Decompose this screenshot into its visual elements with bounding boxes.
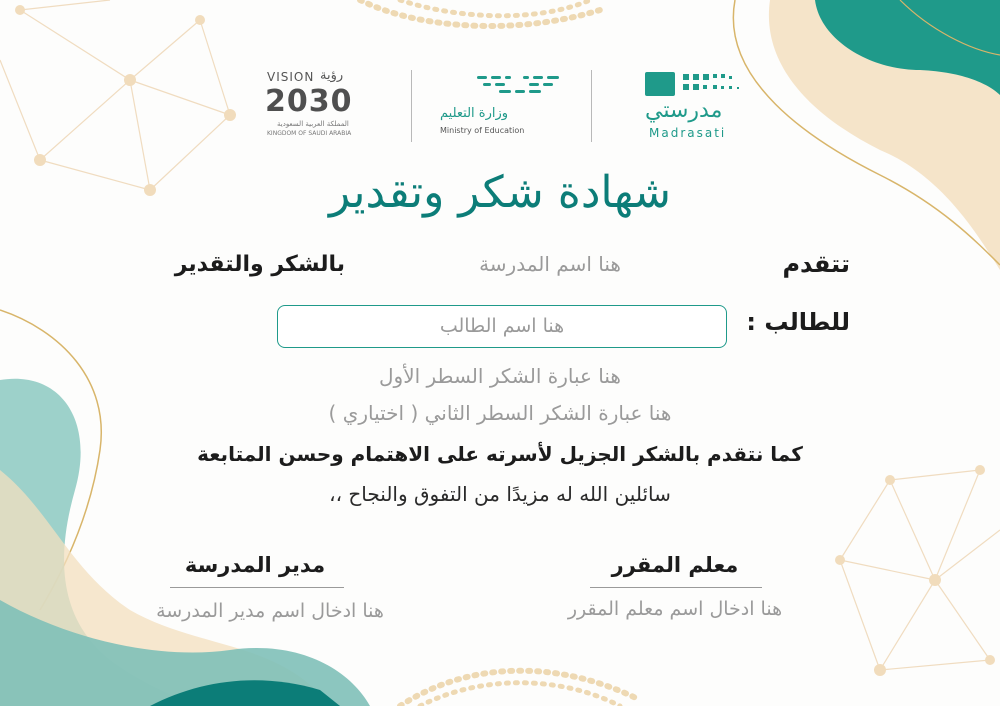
kingdom-ar-text: المملكة العربية السعودية xyxy=(277,120,349,128)
thanks-line-2[interactable]: هنا عبارة الشكر السطر الثاني ( اختياري ) xyxy=(328,401,672,425)
kingdom-en-text: KINGDOM OF SAUDI ARABIA xyxy=(267,130,352,137)
principal-name-placeholder[interactable]: هنا ادخال اسم مدير المدرسة xyxy=(156,600,384,622)
student-name-box[interactable] xyxy=(277,305,727,348)
principal-signature-line xyxy=(170,587,344,588)
moe-logo xyxy=(430,72,570,142)
student-name-placeholder[interactable]: هنا اسم الطالب xyxy=(439,315,565,337)
teacher-title: معلم المقرر xyxy=(611,553,739,577)
logo-divider-1 xyxy=(411,70,412,142)
teacher-name-placeholder[interactable]: هنا ادخال اسم معلم المقرر xyxy=(567,598,783,620)
principal-title: مدير المدرسة xyxy=(184,553,326,577)
teacher-signature-line xyxy=(590,587,762,588)
bottom-right-network-nodes xyxy=(835,465,995,676)
header-logos xyxy=(255,62,765,148)
moe-ar-text: وزارة التعليم xyxy=(440,106,509,121)
family-thanks-line: كما نتقدم بالشكر الجزيل لأسرته على الاهتمام وحسن المتابعة xyxy=(197,442,803,466)
certificate-title: شهادة شكر وتقدير xyxy=(329,167,671,218)
vision-2030-logo xyxy=(265,70,360,140)
student-label: للطالب : xyxy=(746,308,850,336)
bottom-dots-2 xyxy=(420,683,620,706)
vision-en-text: VISION xyxy=(267,70,315,84)
thanks-line-1[interactable]: هنا عبارة الشكر السطر الأول xyxy=(379,364,621,388)
top-left-network-nodes xyxy=(15,5,236,196)
vision-year-text: 2030 xyxy=(265,84,353,119)
top-dots-2 xyxy=(400,0,590,16)
moe-en-text: Ministry of Education xyxy=(440,126,525,135)
presents-label: تتقدم xyxy=(782,250,850,278)
wish-line: سائلين الله له مزيدًا من التفوق والنجاح ،، xyxy=(329,482,671,506)
madrasati-ar-text: مدرستي xyxy=(645,98,723,123)
thanks-label: بالشكر والتقدير xyxy=(174,252,345,277)
vision-ar-text: رؤية xyxy=(320,68,344,83)
madrasati-en-text: Madrasati xyxy=(649,126,727,140)
school-name-placeholder[interactable]: هنا اسم المدرسة xyxy=(479,252,621,276)
bottom-right-network xyxy=(840,470,1000,670)
logo-divider-2 xyxy=(591,70,592,142)
moe-emblem-icon xyxy=(475,72,565,102)
madrasati-logo xyxy=(635,72,765,144)
madrasati-emblem-icon xyxy=(645,72,755,98)
